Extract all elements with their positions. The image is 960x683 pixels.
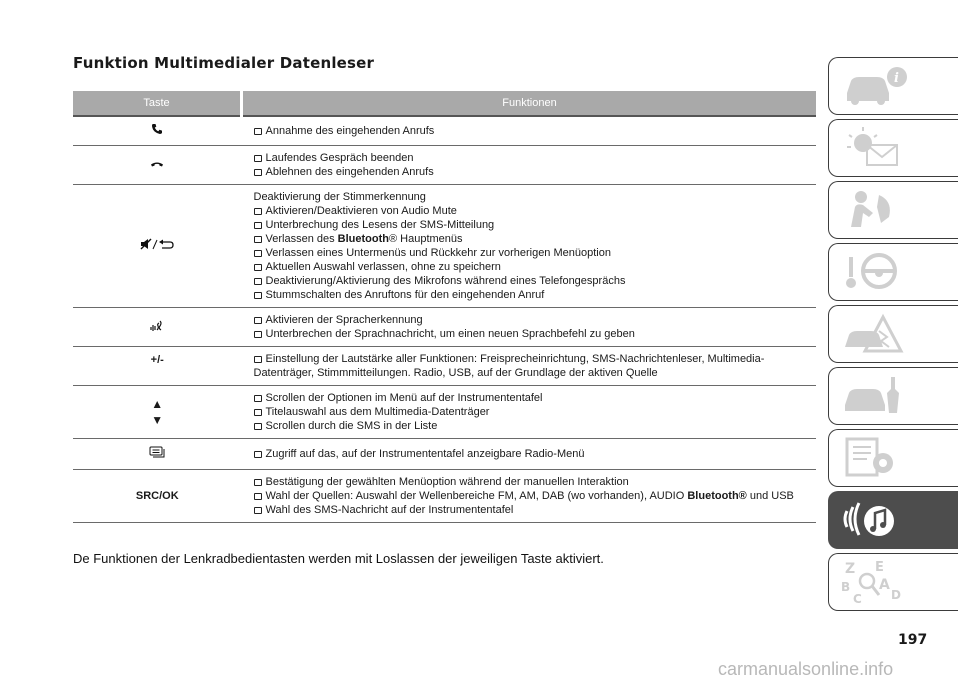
car-service-icon (839, 373, 909, 419)
svg-text:Z: Z (845, 561, 856, 577)
list-item: Unterbrechen der Sprachnachricht, um einen neuen Sprachbefehl zu geben (254, 327, 803, 341)
function-table (73, 91, 816, 523)
page-title: Funktion Multimedialer Datenleser (73, 54, 375, 72)
checkbox-square-icon (254, 128, 262, 135)
mute-back-icon (139, 237, 175, 255)
checkbox-square-icon (254, 507, 262, 514)
multimedia-icon (839, 497, 909, 543)
list-item: Scrollen der Optionen im Menü auf der Instrumententafel (254, 391, 803, 405)
key-cell (73, 386, 242, 439)
checkbox-square-icon (254, 493, 262, 500)
road-emergency-icon (839, 311, 909, 357)
warning-lights-icon (839, 125, 909, 171)
checkbox-square-icon (254, 222, 262, 229)
phone-hangup-icon (150, 158, 164, 172)
seat-airbag-icon (839, 187, 909, 233)
function-cell (242, 470, 817, 523)
function-cell (242, 347, 817, 386)
voice-command-icon (150, 318, 164, 336)
technical-data-icon (839, 435, 909, 481)
list-item: Deaktivierung/Aktivierung des Mikrofons während eines Telefongesprächs (254, 274, 803, 288)
list-item: Aktivieren/Deaktivieren von Audio Mute (254, 204, 803, 218)
function-cell (242, 146, 817, 185)
checkbox-square-icon (254, 236, 262, 243)
car-info-icon (839, 63, 909, 109)
checkbox-square-icon (254, 331, 262, 338)
watermark: carmanualsonline.info (718, 659, 894, 679)
list-item: Unterbrechung des Lesens der SMS-Mitteilung (254, 218, 803, 232)
checkbox-square-icon (254, 451, 262, 458)
svg-text:D: D (891, 588, 901, 602)
checkbox-square-icon (254, 317, 262, 324)
checkbox-square-icon (254, 356, 262, 363)
checkbox-square-icon (254, 292, 262, 299)
tab-car-service[interactable] (828, 367, 958, 425)
list-item: Ablehnen des eingehenden Anrufs (254, 165, 803, 179)
list-item: Laufendes Gespräch beenden (254, 151, 803, 165)
tab-multimedia[interactable] (828, 491, 958, 549)
instrument-panel-icon (149, 446, 165, 462)
table-row (73, 116, 816, 146)
checkbox-square-icon (254, 423, 262, 430)
list-item: Wahl des SMS-Nachricht auf der Instrumententafel (254, 503, 803, 517)
checkbox-square-icon (254, 250, 262, 257)
list-intro: Deaktivierung der Stimmerkennung (253, 191, 426, 203)
tab-warning-lights[interactable] (828, 119, 958, 177)
function-cell (242, 308, 817, 347)
list-item: Zugriff auf das, auf der Instrumententafel anzeigbare Radio-Menü (254, 447, 803, 461)
footer-note: De Funktionen der Lenkradbedientasten werden mit Loslassen der jeweiligen Taste aktiviert. (73, 551, 604, 566)
function-cell (242, 185, 817, 308)
svg-text:C: C (853, 592, 862, 605)
function-cell (242, 116, 817, 146)
svg-text:B: B (841, 580, 851, 594)
list-item: Bestätigung der gewählten Menüoption während der manuellen Interaktion (254, 475, 803, 489)
function-cell (242, 439, 817, 470)
list-item: Einstellung der Lautstärke aller Funktionen: Freisprecheinrichtung, SMS-Nachrichtenleser, Multimedia-Datenträger, Stimmmitteilungen. Radio, USB, auf der Grundlage der aktiven Quelle (253, 353, 765, 379)
tab-technical-data[interactable] (828, 429, 958, 487)
tab-steering-wheel[interactable] (828, 243, 958, 301)
list-item: Verlassen des Bluetooth® Hauptmenüs (254, 232, 803, 246)
header-functions: Funktionen (242, 91, 817, 116)
list-item: Scrollen durch die SMS in der Liste (254, 419, 803, 433)
list-item: Verlassen eines Untermenüs und Rückkehr zur vorherigen Menüoption (254, 246, 803, 260)
checkbox-square-icon (254, 169, 262, 176)
list-item: Annahme des eingehenden Anrufs (254, 124, 803, 138)
key-cell: +/- (73, 347, 242, 386)
list-item: Aktuellen Auswahl verlassen, ohne zu speichern (254, 260, 803, 274)
tab-road-emergency[interactable] (828, 305, 958, 363)
table-row (73, 146, 816, 185)
page-number: 197 (898, 632, 928, 648)
arrow-up-icon: ▲ (151, 397, 164, 411)
checkbox-square-icon (254, 479, 262, 486)
checkbox-square-icon (254, 395, 262, 402)
key-cell (73, 146, 242, 185)
steering-wheel-icon (839, 249, 909, 295)
key-cell: SRC/OK (73, 470, 242, 523)
list-item: Aktivieren der Spracherkennung (254, 313, 803, 327)
list-item: Titelauswahl aus dem Multimedia-Datenträger (254, 405, 803, 419)
key-cell (73, 116, 242, 146)
key-cell (73, 185, 242, 308)
svg-text:i: i (894, 71, 899, 86)
tab-seat-airbag[interactable] (828, 181, 958, 239)
table-row (73, 308, 816, 347)
key-cell (73, 308, 242, 347)
checkbox-square-icon (254, 264, 262, 271)
table-row (73, 386, 816, 439)
function-cell (242, 386, 817, 439)
checkbox-square-icon (254, 409, 262, 416)
key-cell (73, 439, 242, 470)
table-row (73, 185, 816, 308)
arrow-down-icon: ▼ (151, 413, 164, 427)
list-item: Stummschalten des Anruftons für den eingehenden Anruf (254, 288, 803, 302)
svg-text:A: A (879, 577, 890, 593)
phone-pickup-icon (151, 123, 163, 139)
table-row (73, 470, 816, 523)
table-row (73, 439, 816, 470)
tab-alphabet-index[interactable] (828, 553, 958, 611)
alphabet-index-icon (839, 559, 909, 605)
checkbox-square-icon (254, 155, 262, 162)
checkbox-square-icon (254, 208, 262, 215)
header-key: Taste (73, 91, 242, 116)
table-row (73, 347, 816, 386)
list-item: Wahl der Quellen: Auswahl der Wellenbereiche FM, AM, DAB (wo vorhanden), AUDIO Bluetooth® und USB (254, 489, 803, 503)
checkbox-square-icon (254, 278, 262, 285)
table-header-row (73, 91, 816, 116)
tab-car-info[interactable] (828, 57, 958, 115)
svg-text:E: E (875, 560, 884, 575)
